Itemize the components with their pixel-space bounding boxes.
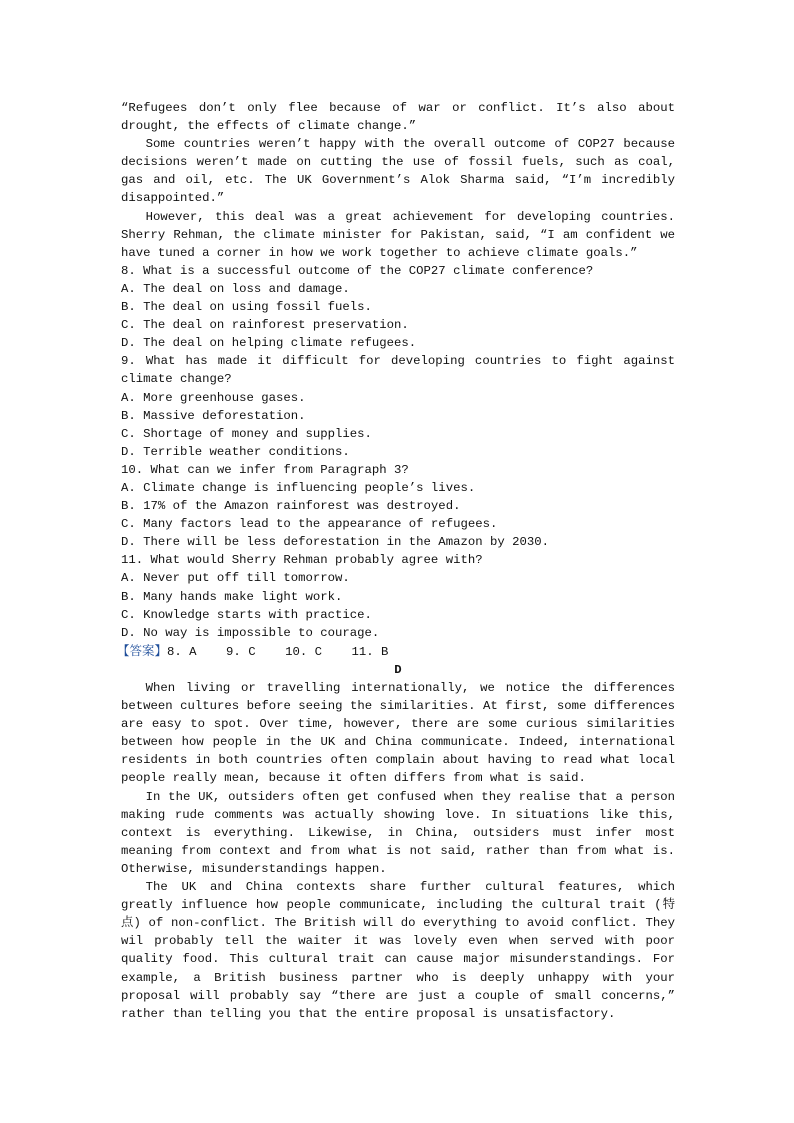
question-option: D. Terrible weather conditions. <box>121 444 350 459</box>
answer-text: 8. A 9. C 10. C 11. B <box>167 644 389 659</box>
question-option: D. The deal on helping climate refugees. <box>121 336 417 351</box>
question-option: D. There will be less deforestation in the Amazon by 2030. <box>121 535 550 550</box>
question-stem: 10. What can we infer from Paragraph 3? <box>121 462 409 477</box>
question-option: A. The deal on loss and damage. <box>121 281 350 296</box>
question-option: D. No way is impossible to courage. <box>121 625 380 640</box>
question-option: C. The deal on rainforest preservation. <box>121 318 409 333</box>
question-stem: 8. What is a successful outcome of the COP27 climate conference? <box>121 263 594 278</box>
answer-key <box>117 642 675 661</box>
question-10 <box>121 461 675 551</box>
question-9 <box>121 352 675 461</box>
question-option: C. Many factors lead to the appearance of refugees. <box>121 517 498 532</box>
question-option: C. Knowledge starts with practice. <box>121 607 372 622</box>
question-option: A. More greenhouse gases. <box>121 390 306 405</box>
passage-c-paragraph-3: However, this deal was a great achievement for developing countries. Sherry Rehman, the climate minister for Pakistan, said, “I am confident we have tuned a corner in how we work together to achieve climate goals.” <box>121 209 675 260</box>
passage-d-heading: D <box>394 662 402 677</box>
question-option: B. 17% of the Amazon rainforest was destroyed. <box>121 499 461 514</box>
question-8 <box>121 262 675 352</box>
question-option: B. Massive deforestation. <box>121 408 306 423</box>
question-option: A. Climate change is influencing people’s lives. <box>121 480 476 495</box>
answer-label: 【答案】 <box>117 642 168 658</box>
question-stem: 9. What has made it difficult for developing countries to fight against climate change? <box>121 354 675 387</box>
question-option: A. Never put off till tomorrow. <box>121 571 350 586</box>
passage-d-paragraph-3: The UK and China contexts share further cultural features, which greatly influence how people communicate, including the cultural trait (特点) of non-conflict. The British will do everything to avoid conflict. They wil probably tell the waiter it was lovely even when served with poor quality food. This cultural trait can cause major misunderstandings. For example, a British business partner who is deeply unhappy with your proposal will probably say “there are just a couple of small concerns,” rather than telling you that the entire proposal is unsatisfactory. <box>121 880 675 1021</box>
question-stem: 11. What would Sherry Rehman probably agree with? <box>121 553 483 568</box>
question-option: B. The deal on using fossil fuels. <box>121 300 372 315</box>
passage-d-paragraph-2: In the UK, outsiders often get confused when they realise that a person making rude comments was actually showing love. In situations like this, context is everything. Likewise, in China, outsiders must infer most meaning from context and from what is not said, rather than from what is. Otherwise, misunderstandings happen. <box>121 789 675 876</box>
document-page <box>117 99 675 1023</box>
question-option: C. Shortage of money and supplies. <box>121 426 372 441</box>
passage-d-paragraph-1: When living or travelling internationally, we notice the differences between cultures before seeing the similarities. At first, some differences are easy to spot. Over time, however, there are some curious similarities between how people in the UK and China communicate. Indeed, international residents in both countries often complain about having to read what local people really mean, because it often differs from what is said. <box>121 681 675 786</box>
question-11 <box>121 551 675 641</box>
passage-c-paragraph-1: “Refugees don’t only flee because of war or conflict. It’s also about drought, the effects of climate change.” <box>121 101 675 134</box>
passage-c-paragraph-2: Some countries weren’t happy with the overall outcome of COP27 because decisions weren’t made on cutting the use of fossil fuels, such as coal, gas and oil, etc. The UK Government’s Alok Sharma said, “I’m incredibly disappointed.” <box>121 137 675 206</box>
question-option: B. Many hands make light work. <box>121 589 343 604</box>
